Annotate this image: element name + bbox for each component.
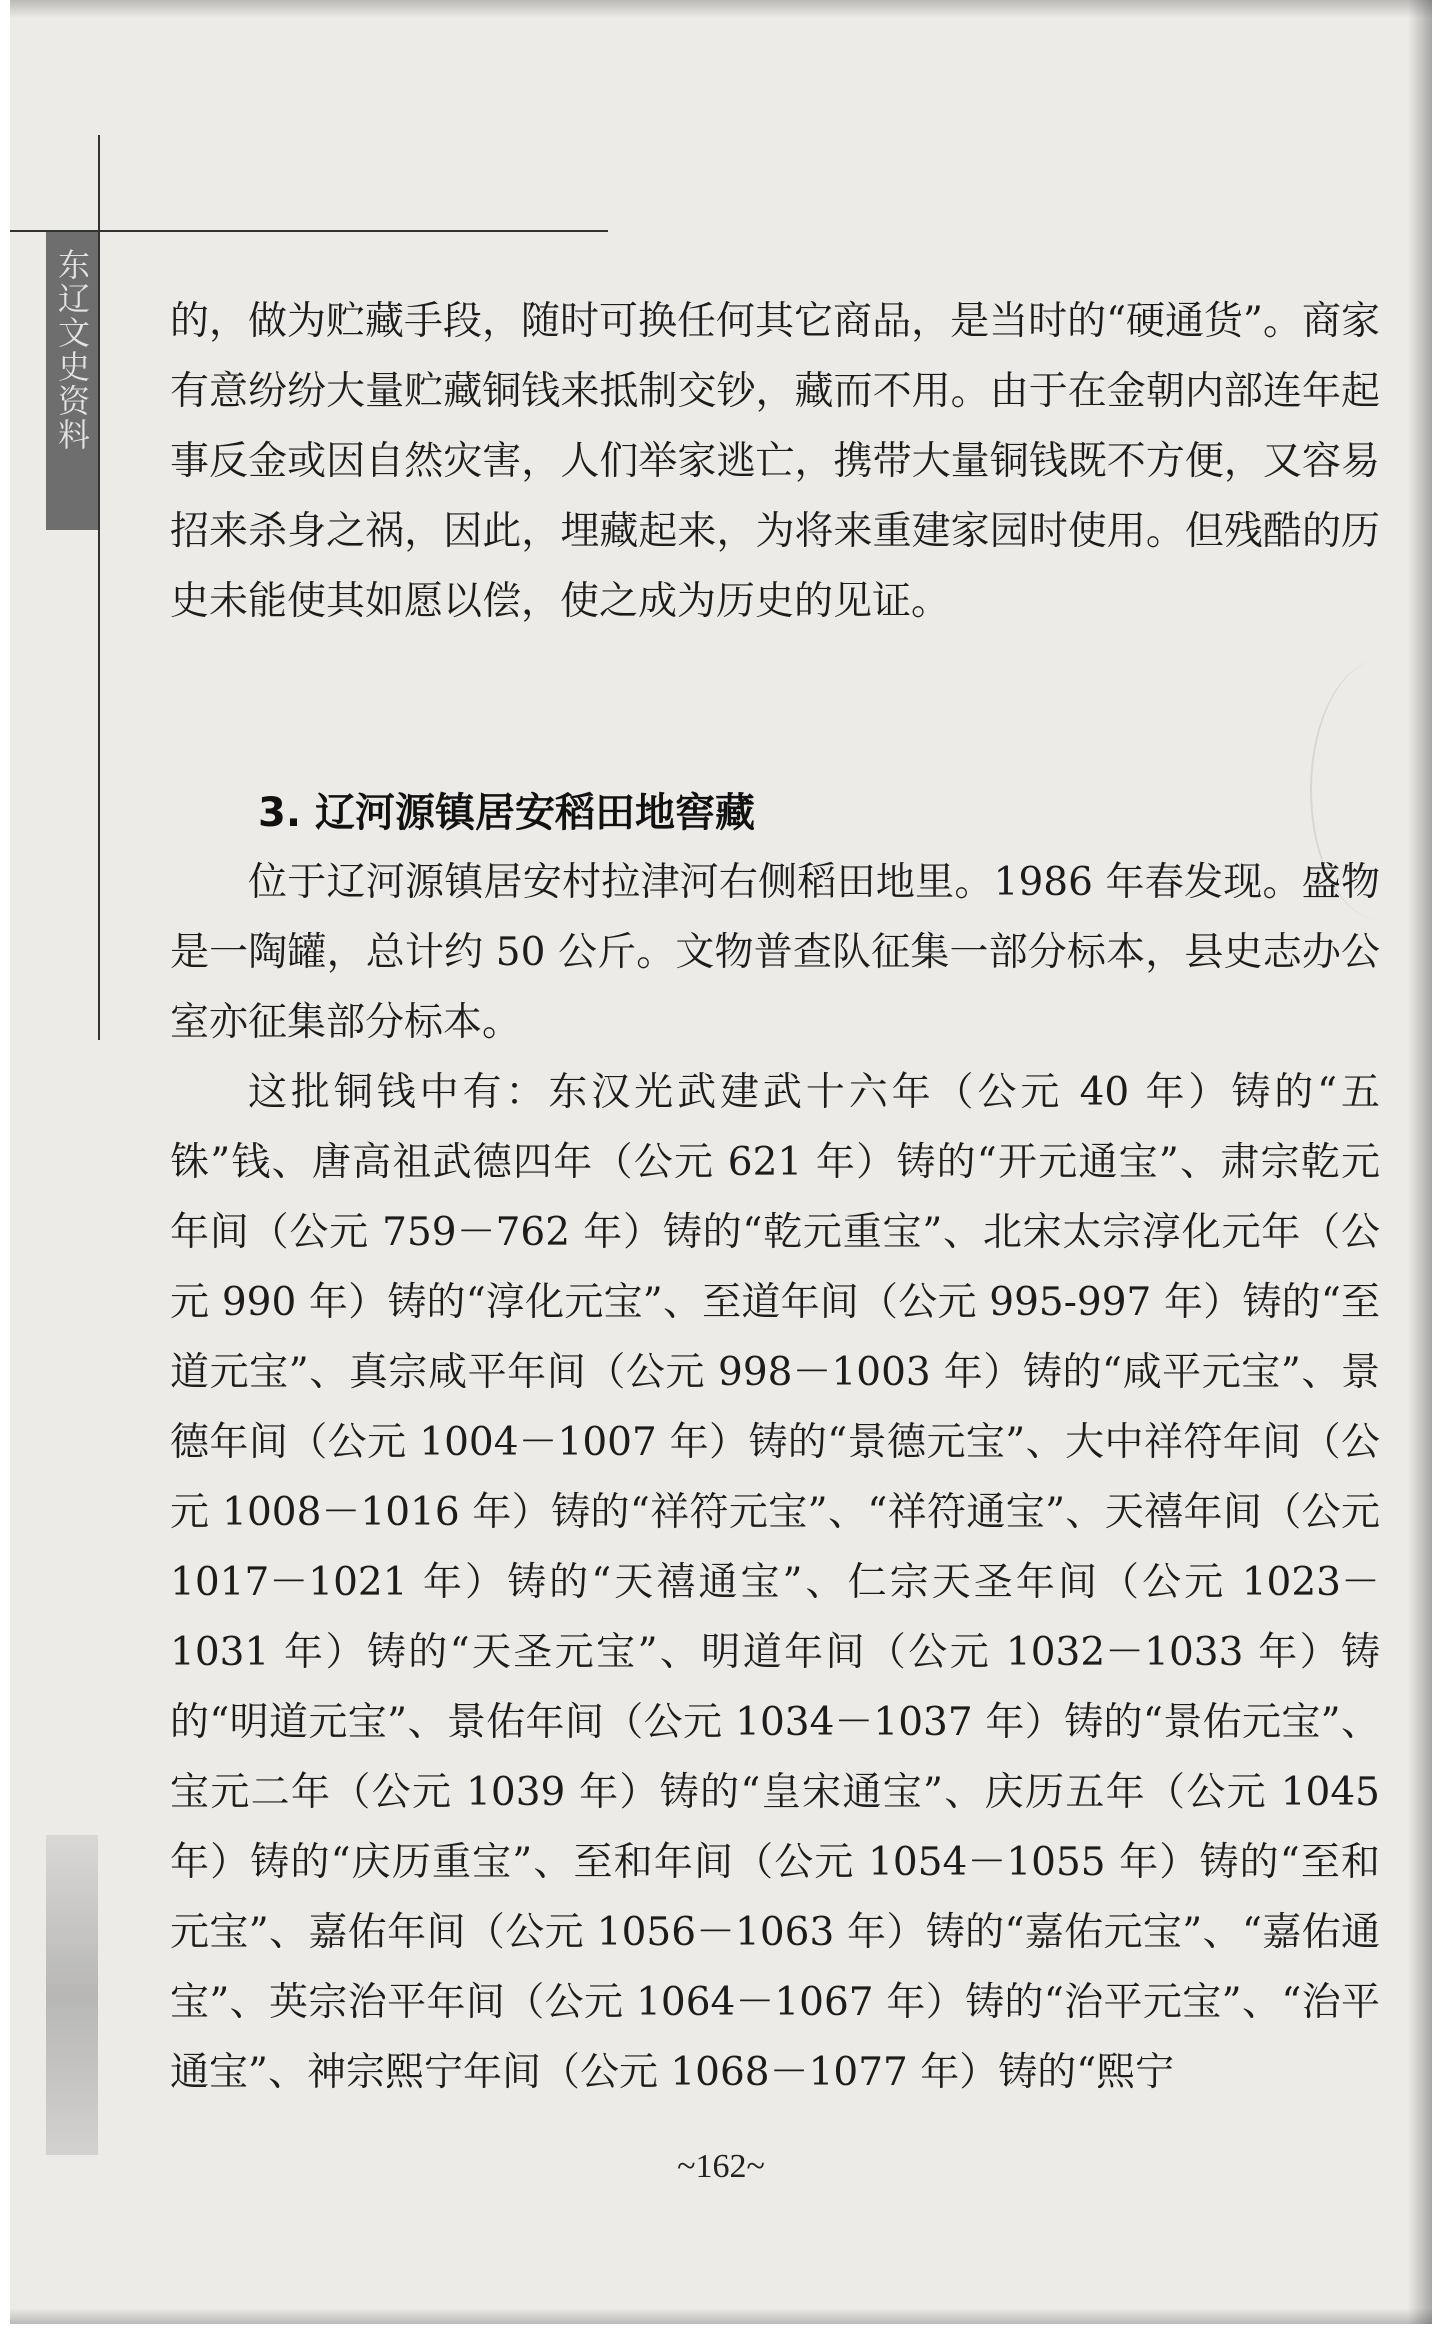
section-heading: 3. 辽河源镇居安稻田地窖藏 [258,790,755,836]
page-number: ~162~ [677,2148,765,2185]
paragraph: 位于辽河源镇居安村拉津河右侧稻田地里。1986 年春发现。盛物是一陶罐，总计约 50 公斤。文物普查队征集一部分标本，县史志办公室亦征集部分标本。 [170,860,1380,1045]
section-body [170,848,1380,2108]
side-tab [46,232,98,530]
header-vertical-rule [98,135,100,1040]
paragraph: 的，做为贮藏手段，随时可换任何其它商品，是当时的“硬通货”。商家有意纷纷大量贮藏铜钱来抵制交钞，藏而不用。由于在金朝内部连年起事反金或因自然灾害，人们举家逃亡，携带大量铜钱既不方便，又容易招来杀身之祸，因此，埋藏起来，为将来重建家园时使用。但残酷的历史未能使其如愿以偿，使之成为历史的见证。 [170,299,1380,624]
header-horizontal-rule [10,230,608,232]
side-tab-label: 东辽文史资料 [53,248,91,452]
side-tab-shadow [46,1835,98,2155]
scan-right-shadow [1408,0,1432,2324]
scan-top-shadow [10,0,1432,18]
continued-paragraph-block [170,287,1380,637]
paragraph: 这批铜钱中有：东汉光武建武十六年（公元 40 年）铸的“五铢”钱、唐高祖武德四年（公元 621 年）铸的“开元通宝”、肃宗乾元年间（公元 759－762 年）铸的“乾元重宝”、北宋太宗淳化元年（公元 990 年）铸的“淳化元宝”、至道年间（公元 995-997 年）铸的“至道元宝”、真宗咸平年间（公元 998－1003 年）铸的“咸平元宝”、景德年间（公元 1004－1007 年）铸的“景德元宝”、大中祥符年间（公元 1008－1016 年）铸的“祥符元宝”、“祥符通宝”、天禧年间（公元 1017－1021 年）铸的“天禧通宝”、仁宗天圣年间（公元 1023－1031 年）铸的“天圣元宝”、明道年间（公元 1032－1033 年）铸的“明道元宝”、景佑年间（公元 1034－1037 年）铸的“景佑元宝”、宝元二年（公元 1039 年）铸的“皇宋通宝”、庆历五年（公元 1045 年）铸的“庆历重宝”、至和年间（公元 1054－1055 年）铸的“至和元宝”、嘉佑年间（公元 1056－1063 年）铸的“嘉佑元宝”、“嘉佑通宝”、英宗治平年间（公元 1064－1067 年）铸的“治平元宝”、“治平通宝”、神宗熙宁年间（公元 1068－1077 年）铸的“熙宁 [170,1070,1380,2095]
scan-bottom-shadow [10,2308,1432,2324]
book-page [10,0,1432,2324]
